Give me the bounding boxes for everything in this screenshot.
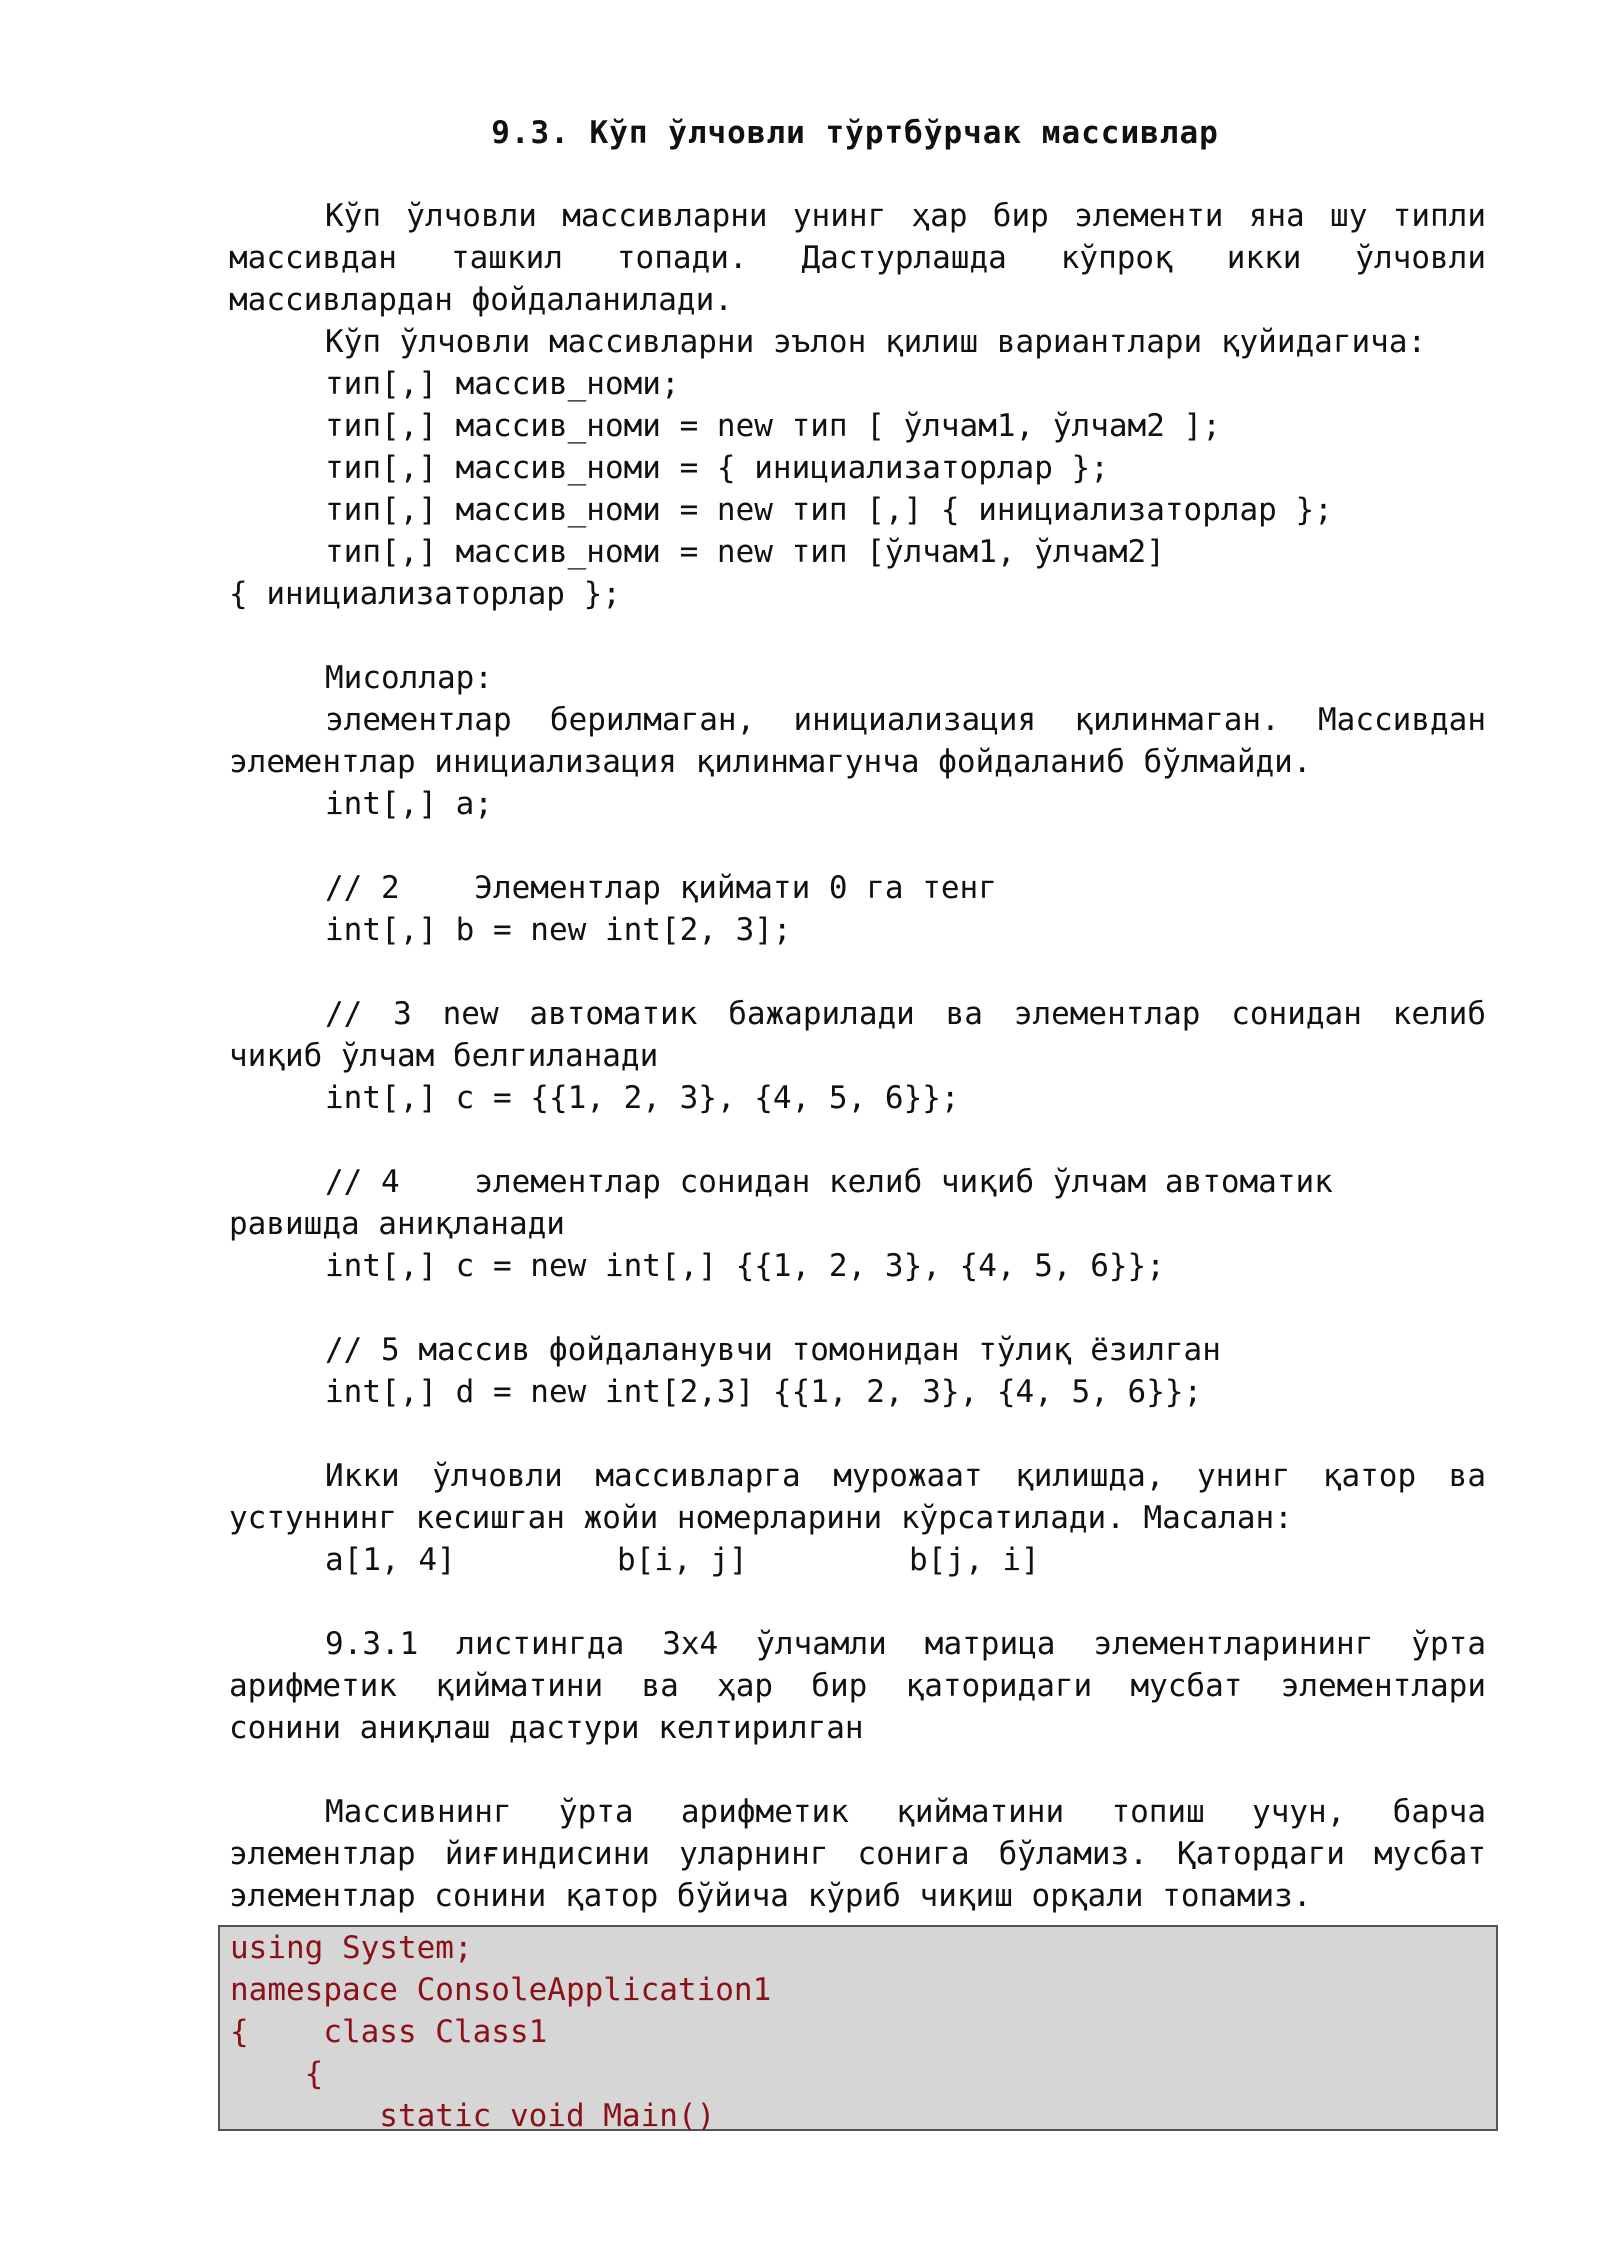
- paragraph-line: элементлар йиғиндисини уларнинг сонига бўламиз. Қатордаги мусбат: [229, 1836, 1486, 1872]
- paragraph-line: устуннинг кесишган жойи номерларини кўрсатилади. Масалан:: [229, 1500, 1293, 1536]
- paragraph-line: массивдан ташкил топади. Дастурлашда кўпроқ икки ўлчовли: [229, 240, 1486, 276]
- declaration-line: тип[,] массив_номи = new тип [ўлчам1, ўлчам2]: [325, 534, 1165, 570]
- code-comment: чиқиб ўлчам белгиланади: [229, 1038, 659, 1074]
- access-item: b[j, i]: [909, 1542, 1040, 1578]
- paragraph-line: 9.3.1 листингда 3x4 ўлчамли матрица элементларининг ўрта: [325, 1626, 1486, 1662]
- code-example: int[,] c = new int[,] {{1, 2, 3}, {4, 5, 6}};: [325, 1248, 1165, 1284]
- section-title: 9.3. Кўп ўлчовли тўртбўрчак массивлар: [491, 115, 1219, 151]
- paragraph-line: арифметик қийматини ва ҳар бир қаторидаги мусбат элементлари: [229, 1668, 1486, 1704]
- code-listing: [218, 1925, 1498, 2134]
- paragraph-line: Кўп ўлчовли массивларни унинг ҳар бир элементи яна шу типли: [325, 198, 1486, 234]
- code-comment: // 5 массив фойдаланувчи томонидан тўлиқ ёзилган: [325, 1332, 1221, 1368]
- paragraph-line: Массивнинг ўрта арифметик қийматини топиш учун, барча: [325, 1794, 1486, 1830]
- declaration-line: тип[,] массив_номи = new тип [,] { инициализаторлар };: [325, 492, 1333, 528]
- code-comment: // 2 Элементлар қиймати 0 га тенг: [325, 870, 997, 906]
- declaration-line: тип[,] массив_номи;: [325, 366, 680, 402]
- paragraph-line: элементлар инициализация қилинмагунча фойдаланиб бўлмайди.: [229, 744, 1312, 780]
- paragraph-line: элементлар берилмаган, инициализация қилинмаган. Массивдан: [325, 702, 1486, 738]
- access-item: a[1, 4]: [325, 1542, 456, 1578]
- code-example: int[,] c = {{1, 2, 3}, {4, 5, 6}};: [325, 1080, 960, 1116]
- declaration-line: тип[,] массив_номи = { инициализаторлар };: [325, 450, 1109, 486]
- access-item: b[i, j]: [617, 1542, 748, 1578]
- code-line: using System;: [230, 1930, 473, 1966]
- paragraph-line: Икки ўлчовли массивларга мурожаат қилишда, унинг қатор ва: [325, 1458, 1486, 1494]
- code-example: int[,] d = new int[2,3] {{1, 2, 3}, {4, 5, 6}};: [325, 1374, 1203, 1410]
- code-line: static void Main(): [230, 2098, 716, 2134]
- code-comment: // 3 new автоматик бажарилади ва элементлар сонидан келиб: [325, 996, 1486, 1032]
- paragraph-line: элементлар сонини қатор бўйича кўриб чиқиш орқали топамиз.: [229, 1878, 1312, 1914]
- code-example: int[,] b = new int[2, 3];: [325, 912, 792, 948]
- code-example: int[,] a;: [325, 786, 493, 822]
- code-line: { class Class1: [230, 2014, 548, 2050]
- document-body: [229, 195, 1486, 1917]
- examples-heading: Мисоллар:: [325, 660, 493, 696]
- access-examples: [229, 1539, 1486, 1581]
- code-comment: // 4 элементлар сонидан келиб чиқиб ўлчам автоматик: [325, 1164, 1333, 1200]
- code-comment: равишда аниқланади: [229, 1206, 565, 1242]
- code-line: namespace ConsoleApplication1: [230, 1972, 772, 2008]
- declaration-line: { инициализаторлар };: [229, 576, 621, 612]
- code-line: {: [230, 2056, 324, 2092]
- paragraph-line: массивлардан фойдаланилади.: [229, 282, 733, 318]
- paragraph-line: Кўп ўлчовли массивларни эълон қилиш вариантлари қуйидагича:: [325, 324, 1427, 360]
- paragraph-line: сонини аниқлаш дастури келтирилган: [229, 1710, 864, 1746]
- declaration-line: тип[,] массив_номи = new тип [ ўлчам1, ўлчам2 ];: [325, 408, 1221, 444]
